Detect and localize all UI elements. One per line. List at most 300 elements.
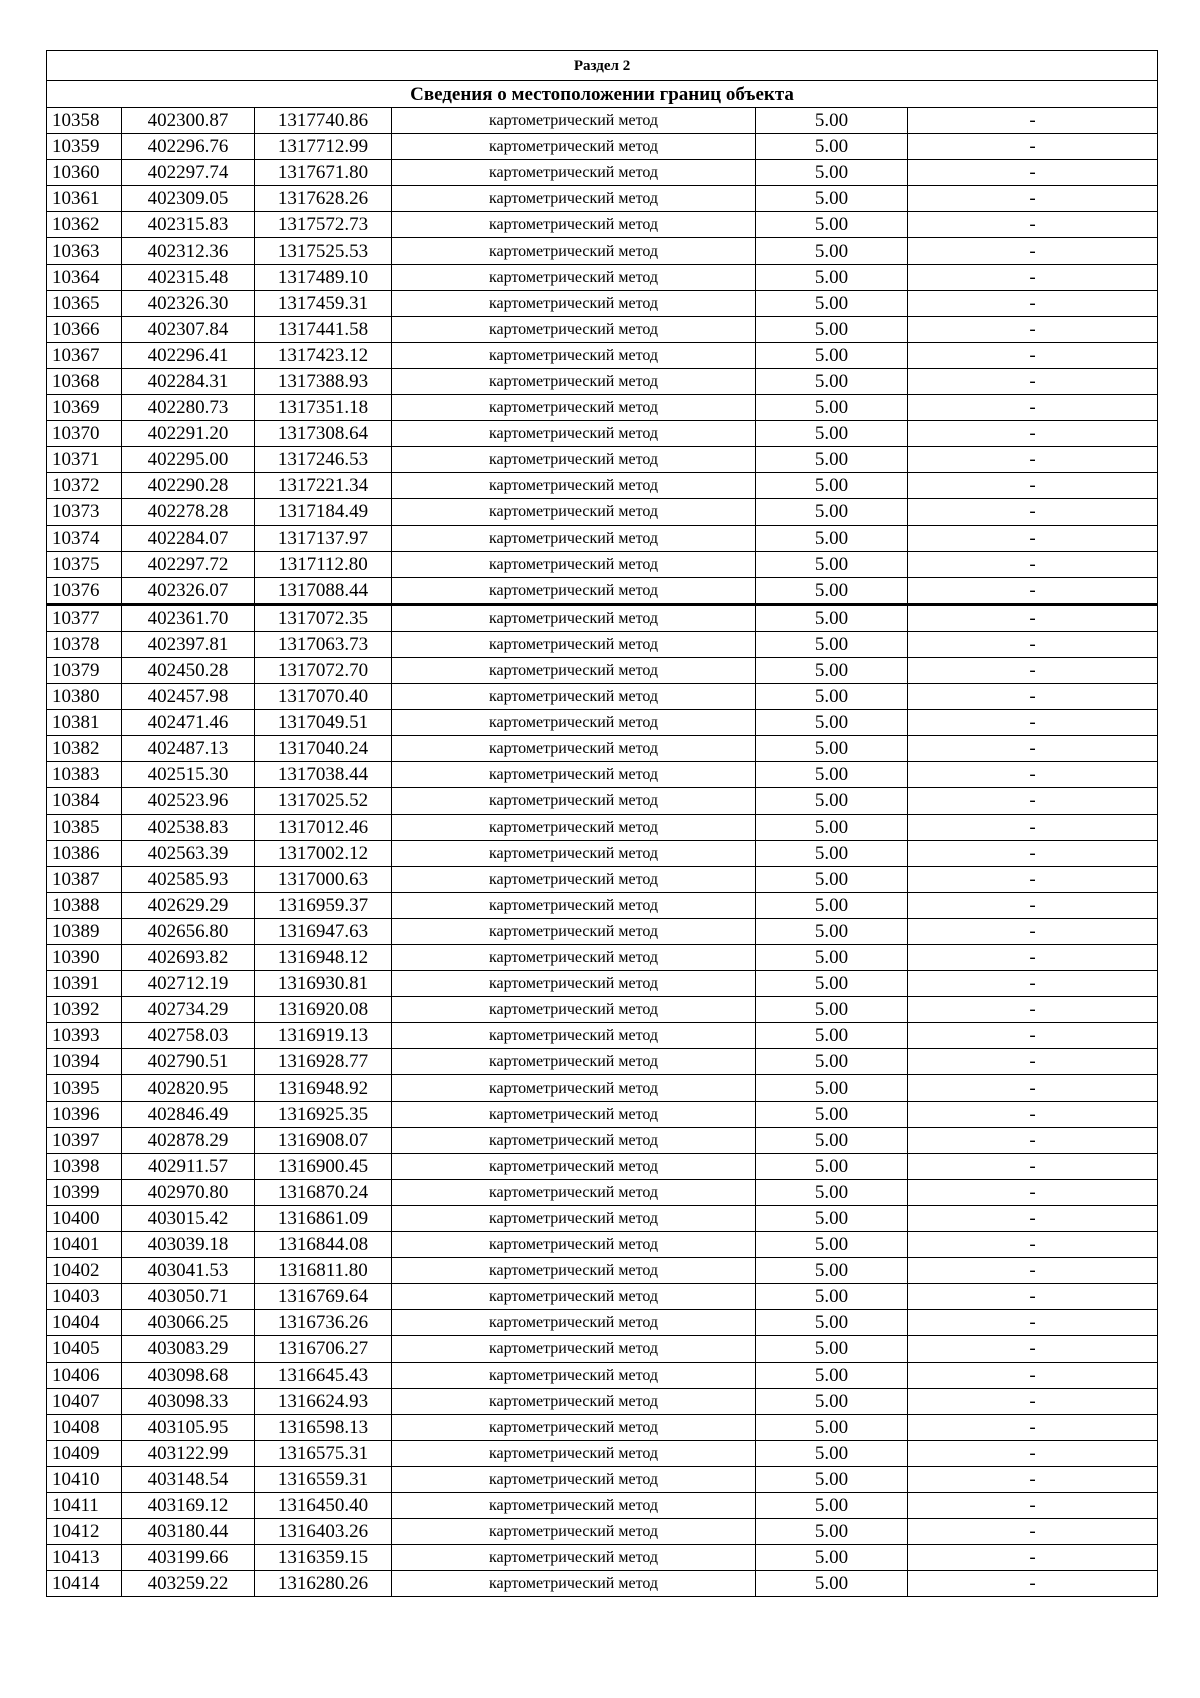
accuracy-cell: 5.00 <box>756 1075 908 1101</box>
point-number-cell: 10399 <box>47 1179 122 1205</box>
description-cell: - <box>908 108 1158 134</box>
y-coordinate-cell: 1316870.24 <box>255 1179 392 1205</box>
accuracy-cell: 5.00 <box>756 473 908 499</box>
table-row <box>47 1205 1158 1231</box>
method-cell: картометрический метод <box>392 1049 756 1075</box>
y-coordinate-cell: 1317184.49 <box>255 499 392 525</box>
table-row <box>47 684 1158 710</box>
table-row <box>47 1153 1158 1179</box>
table-row <box>47 945 1158 971</box>
table-row <box>47 814 1158 840</box>
table-row <box>47 1336 1158 1362</box>
accuracy-cell: 5.00 <box>756 577 908 604</box>
method-cell: картометрический метод <box>392 368 756 394</box>
accuracy-cell: 5.00 <box>756 108 908 134</box>
x-coordinate-cell: 402820.95 <box>122 1075 255 1101</box>
description-cell: - <box>908 1545 1158 1571</box>
x-coordinate-cell: 402585.93 <box>122 866 255 892</box>
method-cell: картометрический метод <box>392 892 756 918</box>
point-number-cell: 10391 <box>47 971 122 997</box>
x-coordinate-cell: 402487.13 <box>122 736 255 762</box>
description-cell: - <box>908 160 1158 186</box>
method-cell: картометрический метод <box>392 1232 756 1258</box>
table-row <box>47 186 1158 212</box>
method-cell: картометрический метод <box>392 1336 756 1362</box>
table-row <box>47 134 1158 160</box>
y-coordinate-cell: 1316920.08 <box>255 997 392 1023</box>
x-coordinate-cell: 402471.46 <box>122 710 255 736</box>
table-row <box>47 264 1158 290</box>
y-coordinate-cell: 1316948.92 <box>255 1075 392 1101</box>
accuracy-cell: 5.00 <box>756 421 908 447</box>
description-cell: - <box>908 736 1158 762</box>
table-row <box>47 1545 1158 1571</box>
method-cell: картометрический метод <box>392 1153 756 1179</box>
table-row <box>47 1023 1158 1049</box>
method-cell: картометрический метод <box>392 840 756 866</box>
point-number-cell: 10395 <box>47 1075 122 1101</box>
y-coordinate-cell: 1316919.13 <box>255 1023 392 1049</box>
table-row <box>47 238 1158 264</box>
description-cell: - <box>908 1023 1158 1049</box>
y-coordinate-cell: 1317388.93 <box>255 368 392 394</box>
description-cell: - <box>908 421 1158 447</box>
method-cell: картометрический метод <box>392 1388 756 1414</box>
point-number-cell: 10367 <box>47 342 122 368</box>
y-coordinate-cell: 1316844.08 <box>255 1232 392 1258</box>
point-number-cell: 10382 <box>47 736 122 762</box>
point-number-cell: 10389 <box>47 918 122 944</box>
x-coordinate-cell: 402790.51 <box>122 1049 255 1075</box>
method-cell: картометрический метод <box>392 997 756 1023</box>
table-row <box>47 447 1158 473</box>
table-row <box>47 866 1158 892</box>
description-cell: - <box>908 1232 1158 1258</box>
table-row <box>47 762 1158 788</box>
x-coordinate-cell: 402563.39 <box>122 840 255 866</box>
description-cell: - <box>908 762 1158 788</box>
method-cell: картометрический метод <box>392 1284 756 1310</box>
accuracy-cell: 5.00 <box>756 1310 908 1336</box>
point-number-cell: 10384 <box>47 788 122 814</box>
accuracy-cell: 5.00 <box>756 1388 908 1414</box>
table-row <box>47 108 1158 134</box>
point-number-cell: 10380 <box>47 684 122 710</box>
x-coordinate-cell: 402309.05 <box>122 186 255 212</box>
x-coordinate-cell: 402280.73 <box>122 395 255 421</box>
x-coordinate-cell: 403039.18 <box>122 1232 255 1258</box>
y-coordinate-cell: 1317671.80 <box>255 160 392 186</box>
point-number-cell: 10396 <box>47 1101 122 1127</box>
accuracy-cell: 5.00 <box>756 1362 908 1388</box>
description-cell: - <box>908 604 1158 631</box>
method-cell: картометрический метод <box>392 971 756 997</box>
point-number-cell: 10410 <box>47 1466 122 1492</box>
accuracy-cell: 5.00 <box>756 657 908 683</box>
point-number-cell: 10374 <box>47 525 122 551</box>
method-cell: картометрический метод <box>392 290 756 316</box>
table-row <box>47 473 1158 499</box>
y-coordinate-cell: 1316706.27 <box>255 1336 392 1362</box>
point-number-cell: 10411 <box>47 1492 122 1518</box>
y-coordinate-cell: 1316959.37 <box>255 892 392 918</box>
method-cell: картометрический метод <box>392 1205 756 1231</box>
description-cell: - <box>908 134 1158 160</box>
description-cell: - <box>908 1362 1158 1388</box>
description-cell: - <box>908 1049 1158 1075</box>
x-coordinate-cell: 402523.96 <box>122 788 255 814</box>
y-coordinate-cell: 1317040.24 <box>255 736 392 762</box>
method-cell: картометрический метод <box>392 631 756 657</box>
method-cell: картометрический метод <box>392 1519 756 1545</box>
point-number-cell: 10414 <box>47 1571 122 1597</box>
description-cell: - <box>908 447 1158 473</box>
table-row <box>47 1258 1158 1284</box>
description-cell: - <box>908 525 1158 551</box>
y-coordinate-cell: 1317002.12 <box>255 840 392 866</box>
point-number-cell: 10392 <box>47 997 122 1023</box>
y-coordinate-cell: 1317525.53 <box>255 238 392 264</box>
y-coordinate-cell: 1316598.13 <box>255 1414 392 1440</box>
x-coordinate-cell: 402878.29 <box>122 1127 255 1153</box>
y-coordinate-cell: 1317572.73 <box>255 212 392 238</box>
method-cell: картометрический метод <box>392 684 756 710</box>
table-row <box>47 342 1158 368</box>
x-coordinate-cell: 402284.07 <box>122 525 255 551</box>
point-number-cell: 10362 <box>47 212 122 238</box>
y-coordinate-cell: 1316575.31 <box>255 1440 392 1466</box>
description-cell: - <box>908 1466 1158 1492</box>
point-number-cell: 10403 <box>47 1284 122 1310</box>
description-cell: - <box>908 1179 1158 1205</box>
point-number-cell: 10371 <box>47 447 122 473</box>
x-coordinate-cell: 403041.53 <box>122 1258 255 1284</box>
accuracy-cell: 5.00 <box>756 551 908 577</box>
method-cell: картометрический метод <box>392 421 756 447</box>
method-cell: картометрический метод <box>392 1075 756 1101</box>
method-cell: картометрический метод <box>392 814 756 840</box>
description-cell: - <box>908 577 1158 604</box>
x-coordinate-cell: 402315.83 <box>122 212 255 238</box>
method-cell: картометрический метод <box>392 918 756 944</box>
table-row <box>47 788 1158 814</box>
table-row <box>47 918 1158 944</box>
boundary-coordinates-table <box>46 50 1158 1597</box>
point-number-cell: 10413 <box>47 1545 122 1571</box>
x-coordinate-cell: 403105.95 <box>122 1414 255 1440</box>
accuracy-cell: 5.00 <box>756 1049 908 1075</box>
method-cell: картометрический метод <box>392 1127 756 1153</box>
description-cell: - <box>908 1258 1158 1284</box>
y-coordinate-cell: 1316645.43 <box>255 1362 392 1388</box>
point-number-cell: 10366 <box>47 316 122 342</box>
table-row <box>47 212 1158 238</box>
y-coordinate-cell: 1316450.40 <box>255 1492 392 1518</box>
accuracy-cell: 5.00 <box>756 1127 908 1153</box>
accuracy-cell: 5.00 <box>756 1023 908 1049</box>
method-cell: картометрический метод <box>392 134 756 160</box>
y-coordinate-cell: 1316928.77 <box>255 1049 392 1075</box>
table-row <box>47 421 1158 447</box>
point-number-cell: 10385 <box>47 814 122 840</box>
accuracy-cell: 5.00 <box>756 1414 908 1440</box>
x-coordinate-cell: 402911.57 <box>122 1153 255 1179</box>
method-cell: картометрический метод <box>392 447 756 473</box>
method-cell: картометрический метод <box>392 473 756 499</box>
method-cell: картометрический метод <box>392 212 756 238</box>
description-cell: - <box>908 1336 1158 1362</box>
y-coordinate-cell: 1316280.26 <box>255 1571 392 1597</box>
description-cell: - <box>908 1519 1158 1545</box>
x-coordinate-cell: 403259.22 <box>122 1571 255 1597</box>
accuracy-cell: 5.00 <box>756 710 908 736</box>
point-number-cell: 10368 <box>47 368 122 394</box>
x-coordinate-cell: 402758.03 <box>122 1023 255 1049</box>
x-coordinate-cell: 403122.99 <box>122 1440 255 1466</box>
description-cell: - <box>908 1205 1158 1231</box>
x-coordinate-cell: 403083.29 <box>122 1336 255 1362</box>
x-coordinate-cell: 403050.71 <box>122 1284 255 1310</box>
accuracy-cell: 5.00 <box>756 631 908 657</box>
y-coordinate-cell: 1317038.44 <box>255 762 392 788</box>
description-cell: - <box>908 840 1158 866</box>
accuracy-cell: 5.00 <box>756 342 908 368</box>
point-number-cell: 10360 <box>47 160 122 186</box>
point-number-cell: 10394 <box>47 1049 122 1075</box>
point-number-cell: 10401 <box>47 1232 122 1258</box>
description-cell: - <box>908 316 1158 342</box>
description-cell: - <box>908 1388 1158 1414</box>
point-number-cell: 10378 <box>47 631 122 657</box>
point-number-cell: 10398 <box>47 1153 122 1179</box>
point-number-cell: 10407 <box>47 1388 122 1414</box>
method-cell: картометрический метод <box>392 1545 756 1571</box>
table-row <box>47 1492 1158 1518</box>
x-coordinate-cell: 402361.70 <box>122 604 255 631</box>
description-cell: - <box>908 551 1158 577</box>
y-coordinate-cell: 1317137.97 <box>255 525 392 551</box>
accuracy-cell: 5.00 <box>756 1232 908 1258</box>
method-cell: картометрический метод <box>392 1101 756 1127</box>
table-row <box>47 604 1158 631</box>
y-coordinate-cell: 1316948.12 <box>255 945 392 971</box>
description-cell: - <box>908 342 1158 368</box>
point-number-cell: 10358 <box>47 108 122 134</box>
method-cell: картометрический метод <box>392 238 756 264</box>
accuracy-cell: 5.00 <box>756 238 908 264</box>
point-number-cell: 10379 <box>47 657 122 683</box>
y-coordinate-cell: 1316403.26 <box>255 1519 392 1545</box>
description-cell: - <box>908 290 1158 316</box>
table-row <box>47 892 1158 918</box>
x-coordinate-cell: 403169.12 <box>122 1492 255 1518</box>
section-label: Раздел 2 <box>47 51 1158 81</box>
y-coordinate-cell: 1316925.35 <box>255 1101 392 1127</box>
method-cell: картометрический метод <box>392 1414 756 1440</box>
accuracy-cell: 5.00 <box>756 290 908 316</box>
accuracy-cell: 5.00 <box>756 840 908 866</box>
y-coordinate-cell: 1317423.12 <box>255 342 392 368</box>
x-coordinate-cell: 402300.87 <box>122 108 255 134</box>
point-number-cell: 10373 <box>47 499 122 525</box>
accuracy-cell: 5.00 <box>756 1153 908 1179</box>
y-coordinate-cell: 1317072.35 <box>255 604 392 631</box>
y-coordinate-cell: 1317740.86 <box>255 108 392 134</box>
x-coordinate-cell: 403180.44 <box>122 1519 255 1545</box>
y-coordinate-cell: 1317308.64 <box>255 421 392 447</box>
accuracy-cell: 5.00 <box>756 788 908 814</box>
accuracy-cell: 5.00 <box>756 1336 908 1362</box>
point-number-cell: 10376 <box>47 577 122 604</box>
x-coordinate-cell: 403148.54 <box>122 1466 255 1492</box>
accuracy-cell: 5.00 <box>756 997 908 1023</box>
method-cell: картометрический метод <box>392 1440 756 1466</box>
accuracy-cell: 5.00 <box>756 1571 908 1597</box>
x-coordinate-cell: 403098.33 <box>122 1388 255 1414</box>
table-row <box>47 631 1158 657</box>
description-cell: - <box>908 1284 1158 1310</box>
description-cell: - <box>908 1310 1158 1336</box>
point-number-cell: 10359 <box>47 134 122 160</box>
x-coordinate-cell: 402846.49 <box>122 1101 255 1127</box>
accuracy-cell: 5.00 <box>756 160 908 186</box>
description-cell: - <box>908 264 1158 290</box>
section-header-row <box>47 51 1158 81</box>
method-cell: картометрический метод <box>392 945 756 971</box>
point-number-cell: 10361 <box>47 186 122 212</box>
point-number-cell: 10412 <box>47 1519 122 1545</box>
accuracy-cell: 5.00 <box>756 447 908 473</box>
description-cell: - <box>908 1492 1158 1518</box>
description-cell: - <box>908 395 1158 421</box>
table-row <box>47 1075 1158 1101</box>
table-row <box>47 1310 1158 1336</box>
method-cell: картометрический метод <box>392 710 756 736</box>
point-number-cell: 10369 <box>47 395 122 421</box>
description-cell: - <box>908 814 1158 840</box>
table-row <box>47 1519 1158 1545</box>
accuracy-cell: 5.00 <box>756 212 908 238</box>
table-row <box>47 551 1158 577</box>
description-cell: - <box>908 1075 1158 1101</box>
table-row <box>47 577 1158 604</box>
method-cell: картометрический метод <box>392 160 756 186</box>
accuracy-cell: 5.00 <box>756 316 908 342</box>
x-coordinate-cell: 403098.68 <box>122 1362 255 1388</box>
method-cell: картометрический метод <box>392 1362 756 1388</box>
table-row <box>47 1362 1158 1388</box>
accuracy-cell: 5.00 <box>756 368 908 394</box>
accuracy-cell: 5.00 <box>756 1466 908 1492</box>
method-cell: картометрический метод <box>392 1258 756 1284</box>
table-row <box>47 395 1158 421</box>
accuracy-cell: 5.00 <box>756 762 908 788</box>
y-coordinate-cell: 1317112.80 <box>255 551 392 577</box>
method-cell: картометрический метод <box>392 866 756 892</box>
table-row <box>47 1127 1158 1153</box>
description-cell: - <box>908 1414 1158 1440</box>
table-row <box>47 499 1158 525</box>
point-number-cell: 10363 <box>47 238 122 264</box>
method-cell: картометрический метод <box>392 1492 756 1518</box>
table-row <box>47 1284 1158 1310</box>
accuracy-cell: 5.00 <box>756 736 908 762</box>
point-number-cell: 10386 <box>47 840 122 866</box>
y-coordinate-cell: 1316811.80 <box>255 1258 392 1284</box>
method-cell: картометрический метод <box>392 316 756 342</box>
accuracy-cell: 5.00 <box>756 945 908 971</box>
table-row <box>47 160 1158 186</box>
x-coordinate-cell: 402297.74 <box>122 160 255 186</box>
table-row <box>47 1179 1158 1205</box>
description-cell: - <box>908 1101 1158 1127</box>
x-coordinate-cell: 402656.80 <box>122 918 255 944</box>
x-coordinate-cell: 402970.80 <box>122 1179 255 1205</box>
accuracy-cell: 5.00 <box>756 186 908 212</box>
accuracy-cell: 5.00 <box>756 918 908 944</box>
y-coordinate-cell: 1317712.99 <box>255 134 392 160</box>
description-cell: - <box>908 499 1158 525</box>
x-coordinate-cell: 403199.66 <box>122 1545 255 1571</box>
point-number-cell: 10364 <box>47 264 122 290</box>
method-cell: картометрический метод <box>392 342 756 368</box>
accuracy-cell: 5.00 <box>756 892 908 918</box>
y-coordinate-cell: 1317489.10 <box>255 264 392 290</box>
accuracy-cell: 5.00 <box>756 1101 908 1127</box>
y-coordinate-cell: 1317063.73 <box>255 631 392 657</box>
x-coordinate-cell: 402397.81 <box>122 631 255 657</box>
table-row <box>47 1466 1158 1492</box>
point-number-cell: 10377 <box>47 604 122 631</box>
point-number-cell: 10397 <box>47 1127 122 1153</box>
method-cell: картометрический метод <box>392 525 756 551</box>
x-coordinate-cell: 402629.29 <box>122 892 255 918</box>
description-cell: - <box>908 238 1158 264</box>
point-number-cell: 10408 <box>47 1414 122 1440</box>
y-coordinate-cell: 1316559.31 <box>255 1466 392 1492</box>
x-coordinate-cell: 402712.19 <box>122 971 255 997</box>
y-coordinate-cell: 1316624.93 <box>255 1388 392 1414</box>
x-coordinate-cell: 402693.82 <box>122 945 255 971</box>
method-cell: картометрический метод <box>392 1466 756 1492</box>
point-number-cell: 10370 <box>47 421 122 447</box>
point-number-cell: 10381 <box>47 710 122 736</box>
table-row <box>47 710 1158 736</box>
point-number-cell: 10390 <box>47 945 122 971</box>
description-cell: - <box>908 1153 1158 1179</box>
point-number-cell: 10409 <box>47 1440 122 1466</box>
accuracy-cell: 5.00 <box>756 604 908 631</box>
description-cell: - <box>908 212 1158 238</box>
description-cell: - <box>908 631 1158 657</box>
x-coordinate-cell: 402291.20 <box>122 421 255 447</box>
x-coordinate-cell: 402326.07 <box>122 577 255 604</box>
y-coordinate-cell: 1317628.26 <box>255 186 392 212</box>
method-cell: картометрический метод <box>392 499 756 525</box>
y-coordinate-cell: 1316908.07 <box>255 1127 392 1153</box>
y-coordinate-cell: 1317025.52 <box>255 788 392 814</box>
description-cell: - <box>908 1127 1158 1153</box>
method-cell: картометрический метод <box>392 1023 756 1049</box>
description-cell: - <box>908 788 1158 814</box>
description-cell: - <box>908 1440 1158 1466</box>
accuracy-cell: 5.00 <box>756 1545 908 1571</box>
x-coordinate-cell: 402450.28 <box>122 657 255 683</box>
point-number-cell: 10375 <box>47 551 122 577</box>
method-cell: картометрический метод <box>392 577 756 604</box>
method-cell: картометрический метод <box>392 604 756 631</box>
y-coordinate-cell: 1316900.45 <box>255 1153 392 1179</box>
